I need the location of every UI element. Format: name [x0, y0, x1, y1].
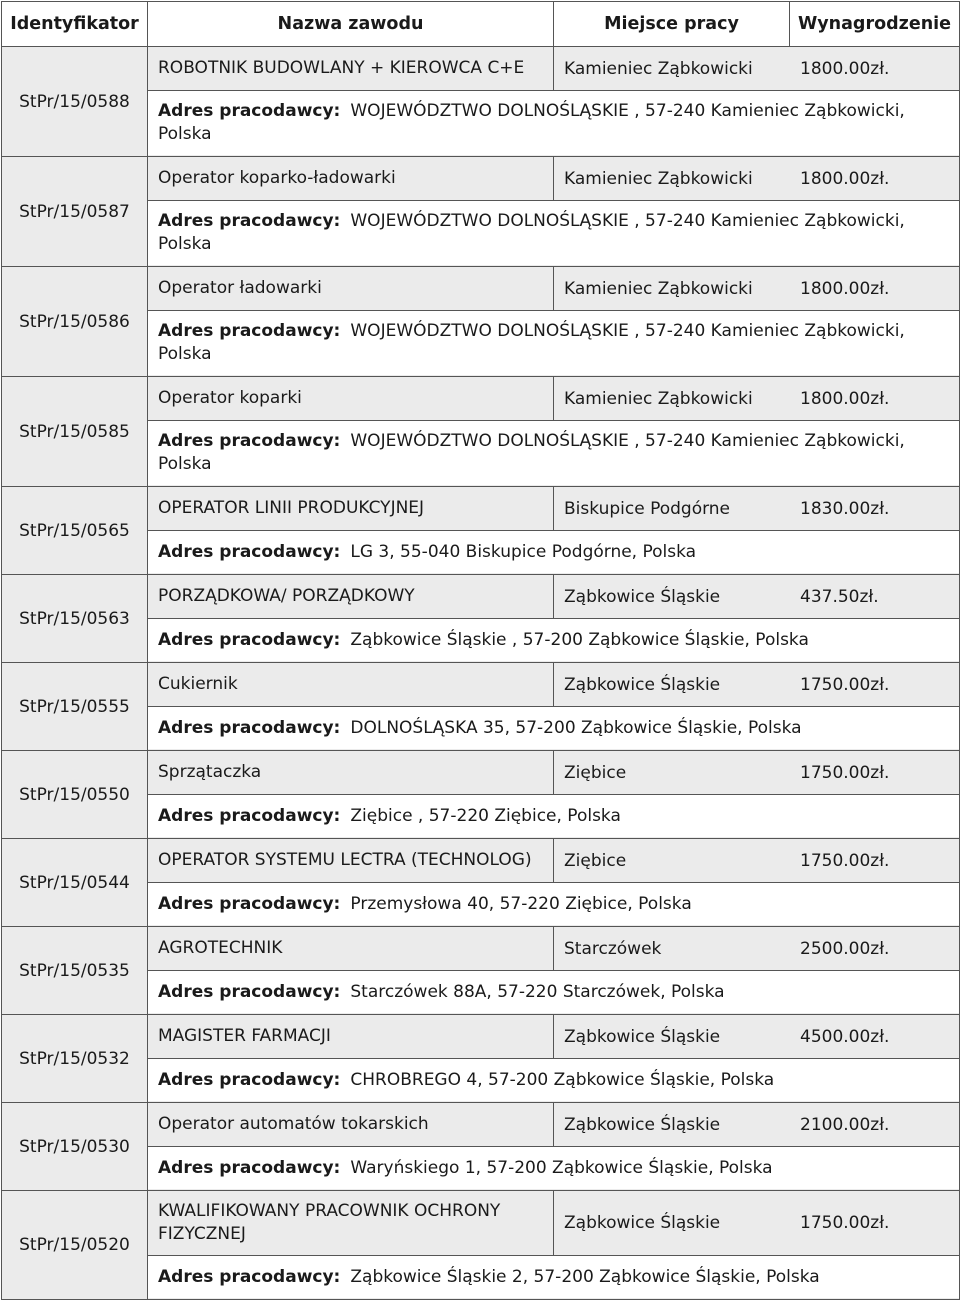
offer-details — [148, 157, 960, 267]
table-row — [2, 377, 960, 487]
salary: 1750.00zł. — [800, 1213, 890, 1233]
employer-address: DOLNOŚLĄSKA 35, 57-200 Ząbkowice Śląskie, Polska — [350, 717, 802, 738]
employer-address-label: Adres pracodawcy: — [158, 1069, 341, 1090]
workplace: Kamieniec Ząbkowicki — [564, 168, 753, 189]
employer-address-label: Adres pracodawcy: — [158, 541, 341, 562]
job-name: MAGISTER FARMACJI — [148, 1015, 554, 1058]
table-row — [2, 47, 960, 157]
job-name: Operator automatów tokarskich — [148, 1103, 554, 1146]
employer-address-label: Adres pracodawcy: — [158, 211, 341, 231]
salary: 2100.00zł. — [800, 1114, 890, 1135]
table-row — [2, 1191, 960, 1300]
employer-address-line — [148, 1256, 959, 1298]
header-salary: Wynagrodzenie — [790, 2, 960, 47]
salary: 1800.00zł. — [800, 388, 890, 409]
workplace: Kamieniec Ząbkowicki — [564, 58, 753, 79]
offer-details — [148, 839, 960, 927]
table-row — [2, 751, 960, 839]
employer-address: Starczówek 88A, 57-220 Starczówek, Polska — [350, 981, 725, 1002]
salary: 4500.00zł. — [800, 1026, 890, 1047]
table-header-row — [2, 2, 960, 47]
job-name: OPERATOR SYSTEMU LECTRA (TECHNOLOG) — [148, 839, 554, 882]
employer-address: WOJEWÓDZTWO DOLNOŚLĄSKIE , 57-240 Kamieniec Ząbkowicki, Polska — [158, 321, 905, 364]
job-name: PORZĄDKOWA/ PORZĄDKOWY — [148, 575, 554, 618]
offer-identifier: StPr/15/0532 — [2, 1015, 148, 1103]
salary: 437.50zł. — [800, 586, 879, 607]
job-name: ROBOTNIK BUDOWLANY + KIEROWCA C+E — [148, 47, 554, 90]
offer-details — [148, 267, 960, 377]
salary: 1750.00zł. — [800, 674, 890, 695]
employer-address-label: Adres pracodawcy: — [158, 717, 341, 738]
job-name: KWALIFIKOWANY PRACOWNIK OCHRONY FIZYCZNEJ — [148, 1191, 554, 1255]
salary: 1800.00zł. — [800, 58, 890, 79]
job-offers-table — [1, 1, 960, 1300]
employer-address-label: Adres pracodawcy: — [158, 321, 341, 341]
offer-identifier: StPr/15/0586 — [2, 267, 148, 377]
employer-address-label: Adres pracodawcy: — [158, 893, 341, 914]
header-job-name: Nazwa zawodu — [148, 2, 554, 47]
salary: 1800.00zł. — [800, 168, 890, 189]
employer-address-label: Adres pracodawcy: — [158, 629, 341, 650]
employer-address: Ziębice , 57-220 Ziębice, Polska — [350, 805, 621, 826]
header-workplace: Miejsce pracy — [554, 2, 790, 47]
workplace: Kamieniec Ząbkowicki — [564, 278, 753, 299]
salary: 1800.00zł. — [800, 278, 890, 299]
offer-identifier: StPr/15/0520 — [2, 1191, 148, 1300]
offer-identifier: StPr/15/0544 — [2, 839, 148, 927]
employer-address-line — [148, 971, 959, 1013]
offer-details — [148, 47, 960, 157]
workplace: Ząbkowice Śląskie — [564, 1114, 721, 1135]
employer-address: Ząbkowice Śląskie , 57-200 Ząbkowice Śląskie, Polska — [350, 629, 809, 650]
employer-address-line — [148, 1059, 959, 1101]
employer-address-label: Adres pracodawcy: — [158, 1157, 341, 1178]
employer-address-line — [148, 883, 959, 925]
offer-identifier: StPr/15/0555 — [2, 663, 148, 751]
workplace: Ziębice — [564, 762, 627, 783]
employer-address: Waryńskiego 1, 57-200 Ząbkowice Śląskie, Polska — [350, 1157, 773, 1178]
offer-details — [148, 1191, 960, 1300]
workplace: Ząbkowice Śląskie — [564, 674, 721, 695]
salary: 1750.00zł. — [800, 850, 890, 871]
workplace: Ząbkowice Śląskie — [564, 1026, 721, 1047]
job-name: Sprzątaczka — [148, 751, 554, 794]
table-row — [2, 575, 960, 663]
offer-details — [148, 1103, 960, 1191]
job-name: Operator ładowarki — [148, 267, 554, 310]
employer-address-label: Adres pracodawcy: — [158, 981, 341, 1002]
salary: 1750.00zł. — [800, 762, 890, 783]
table-row — [2, 267, 960, 377]
workplace: Ziębice — [564, 850, 627, 871]
salary: 1830.00zł. — [800, 498, 890, 519]
employer-address-label: Adres pracodawcy: — [158, 1266, 341, 1287]
employer-address-label: Adres pracodawcy: — [158, 805, 341, 826]
offer-identifier: StPr/15/0565 — [2, 487, 148, 575]
offer-details — [148, 927, 960, 1015]
employer-address-line — [148, 201, 959, 265]
offer-identifier: StPr/15/0530 — [2, 1103, 148, 1191]
table-row — [2, 487, 960, 575]
offer-identifier: StPr/15/0588 — [2, 47, 148, 157]
offer-details — [148, 1015, 960, 1103]
employer-address-line — [148, 311, 959, 375]
table-row — [2, 839, 960, 927]
salary: 2500.00zł. — [800, 938, 890, 959]
employer-address-label: Adres pracodawcy: — [158, 101, 341, 121]
employer-address: WOJEWÓDZTWO DOLNOŚLĄSKIE , 57-240 Kamieniec Ząbkowicki, Polska — [158, 211, 905, 254]
employer-address-line — [148, 531, 959, 573]
offer-identifier: StPr/15/0587 — [2, 157, 148, 267]
employer-address: CHROBREGO 4, 57-200 Ząbkowice Śląskie, Polska — [350, 1069, 775, 1090]
job-name: Operator koparko-ładowarki — [148, 157, 554, 200]
job-name: AGROTECHNIK — [148, 927, 554, 970]
employer-address: Przemysłowa 40, 57-220 Ziębice, Polska — [350, 893, 692, 914]
employer-address-line — [148, 1147, 959, 1189]
table-body — [2, 47, 960, 1300]
offer-details — [148, 377, 960, 487]
offer-details — [148, 487, 960, 575]
offer-details — [148, 751, 960, 839]
table-row — [2, 157, 960, 267]
offer-identifier: StPr/15/0563 — [2, 575, 148, 663]
workplace: Biskupice Podgórne — [564, 498, 731, 519]
employer-address: LG 3, 55-040 Biskupice Podgórne, Polska — [350, 541, 697, 562]
job-name: Operator koparki — [148, 377, 554, 420]
employer-address-line — [148, 421, 959, 485]
employer-address: Ząbkowice Śląskie 2, 57-200 Ząbkowice Śląskie, Polska — [350, 1266, 820, 1287]
job-name: Cukiernik — [148, 663, 554, 706]
employer-address-line — [148, 795, 959, 837]
job-name: OPERATOR LINII PRODUKCYJNEJ — [148, 487, 554, 530]
offer-identifier: StPr/15/0550 — [2, 751, 148, 839]
table-row — [2, 1103, 960, 1191]
offer-details — [148, 663, 960, 751]
table-row — [2, 663, 960, 751]
employer-address-line — [148, 91, 959, 155]
employer-address: WOJEWÓDZTWO DOLNOŚLĄSKIE , 57-240 Kamieniec Ząbkowicki, Polska — [158, 101, 905, 144]
offer-identifier: StPr/15/0535 — [2, 927, 148, 1015]
employer-address-line — [148, 619, 959, 661]
table-row — [2, 1015, 960, 1103]
employer-address-label: Adres pracodawcy: — [158, 431, 341, 451]
workplace: Starczówek — [564, 938, 662, 959]
offer-identifier: StPr/15/0585 — [2, 377, 148, 487]
workplace: Ząbkowice Śląskie — [564, 1213, 721, 1233]
employer-address: WOJEWÓDZTWO DOLNOŚLĄSKIE , 57-240 Kamieniec Ząbkowicki, Polska — [158, 431, 905, 474]
table-row — [2, 927, 960, 1015]
workplace: Kamieniec Ząbkowicki — [564, 388, 753, 409]
header-identifier: Identyfikator — [2, 2, 148, 47]
offer-details — [148, 575, 960, 663]
workplace: Ząbkowice Śląskie — [564, 586, 721, 607]
employer-address-line — [148, 707, 959, 749]
